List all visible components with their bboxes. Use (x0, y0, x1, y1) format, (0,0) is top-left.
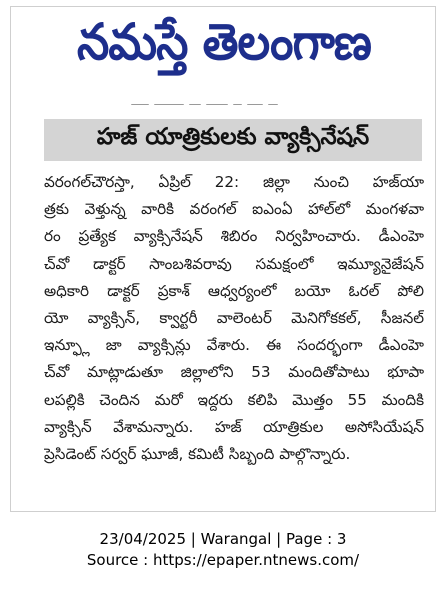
article-line: అధికారి డాక్టర్ ప్రకాశ్ ఆధ్వర్యంలో బయో ఓరల్ పోలి (44, 281, 424, 300)
cropped-text-fragment (131, 95, 291, 105)
article-line: లపల్లికి చెందిన మరో ఇద్దరు కలిపి మొత్తం 55 మందికి (44, 390, 424, 409)
publication-info: 23/04/2025 | Warangal | Page : 3 (99, 530, 347, 548)
article-line: వ్యాక్సిన్ వేశామన్నారు. హజ్ యాత్రికుల అసోసియేషన్ (44, 417, 424, 436)
article-body (44, 169, 424, 468)
newspaper-clipping (10, 6, 436, 512)
article-line: వరంగల్‌చౌరస్తా, ఏప్రిల్ 22: జిల్లా నుంచి హజ్‌యా (44, 173, 424, 191)
article-line: ప్రెసిడెంట్ సర్వర్ ఘూజీ, కమిటీ సిబ్బంది పాల్గొన్నారు. (44, 445, 351, 464)
newspaper-masthead: నమస్తే తెలంగాణ (77, 12, 371, 71)
source-link[interactable]: Source : https://epaper.ntnews.com/ (86, 551, 360, 569)
article-line: చ్‌వో డాక్టర్ సాంబశివరావు సమక్షంలో ఇమ్యూనైజేషన్ (44, 254, 424, 273)
article-line: చ్‌వో మాట్లాడుతూ జిల్లాలోని 53 మందితోపాటు భూపా (44, 363, 424, 382)
article-line: యో వ్యాక్సిన్, క్వార్టరీ వాలెంటర్ మెనిగోకకల్, సీజనల్ (44, 309, 424, 328)
article-line: రం ప్రత్యేక వ్యాక్సినేషన్ శిబిరం నిర్వహించారు. డీఎంహె (44, 227, 424, 246)
headline-banner (44, 119, 422, 161)
article-headline: హజ్ యాత్రికులకు వ్యాక్సినేషన్ (96, 124, 370, 150)
article-line: త్రకు వెళ్తున్న వారికి వరంగల్ ఐఎంఏ హాల్‌లో మంగళవా (44, 200, 424, 219)
article-line: ఇన్ఫ్లూ జా వ్యాక్సిన్లు వేశారు. ఈ సందర్భంగా డీఎంహె (44, 336, 424, 355)
